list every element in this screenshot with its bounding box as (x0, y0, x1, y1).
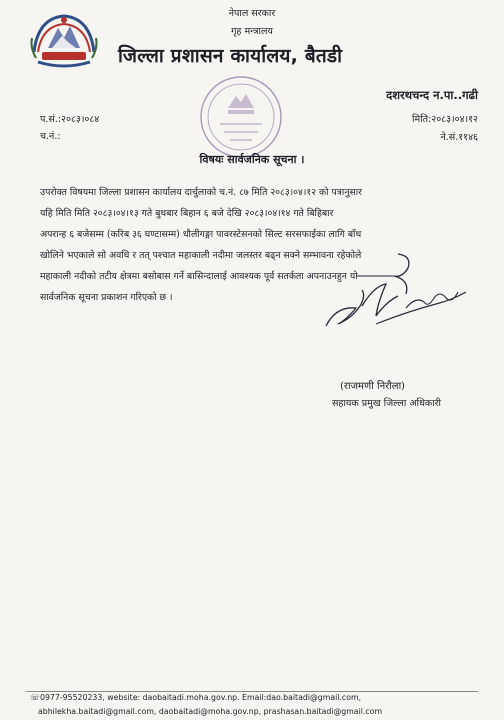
signer-name: (राजमणी निरौला) (340, 381, 406, 392)
body-line: यहि मिति मिति २०८३।०४।१३ गते बुधबार बिहान ६ बजे देखि २०८३।०४।१४ गते बिहिबार (40, 208, 334, 219)
office-title: जिल्ला प्रशासन कार्यालय, बैतडी (118, 45, 343, 67)
body-line: खोलिने भएकाले सो अवधि र तत् पश्चात महाकाली नदीमा जलस्तर बढ्न सक्ने सम्भावना रहेकोले (40, 250, 362, 261)
subject-line: विषयः सार्वजनिक सूचना । (199, 153, 305, 166)
footer-contact-line-2: abhilekha.baitadi@gmail.com, daobaitadi@moha.gov.np, prashasan.baitadi@gmail.com (38, 707, 383, 716)
body-line: सार्वजनिक सूचना प्रकाशन गरिएको छ । (40, 292, 173, 303)
footer-line-1-text: 0977-95520233, website: daobaitadi.moha.gov.np. Email:dao.baitadi@gmail.com, (40, 693, 362, 702)
office-seal-icon (198, 74, 284, 160)
phone-icon: ☏ (30, 693, 40, 702)
footer-divider (26, 691, 478, 692)
footer-contact-line-1 (30, 693, 361, 702)
signer-title: सहायक प्रमुख जिल्ला अधिकारी (332, 398, 442, 409)
reference-number: प.सं.:२०८३।०८४ (40, 114, 100, 125)
body-line: उपरोक्त विषयमा जिल्ला प्रशासन कार्यालय दार्चुलाको च.नं. ८७ मिति २०८३।०४।१२ को पत्रानुसार (40, 187, 362, 198)
handwritten-signature-icon (316, 246, 476, 346)
ministry-name: गृह मन्त्रालय (231, 26, 273, 37)
body-line: महाकाली नदीको तटीय क्षेत्रमा बसोबास गर्ने बासिन्दालाई आवश्यक पूर्व सतर्कता अपनाउनहुन यो (40, 271, 358, 282)
recipient-name: दशरथचन्द न.पा..गढी (386, 88, 478, 102)
government-name: नेपाल सरकार (228, 8, 276, 19)
letter-date: मिति:२०८३।०४।१२ (412, 114, 478, 125)
dispatch-number: च.नं.: (40, 131, 61, 142)
body-line: अपरान्ह ६ बजेसम्म (करिब ३६ घण्टासम्म) धौलीगङ्गा पावरस्टेसनको सिल्ट सरसफाईका लागि बाँध (40, 229, 362, 240)
nepal-sambat-year: ने.सं.११४६ (440, 132, 478, 143)
